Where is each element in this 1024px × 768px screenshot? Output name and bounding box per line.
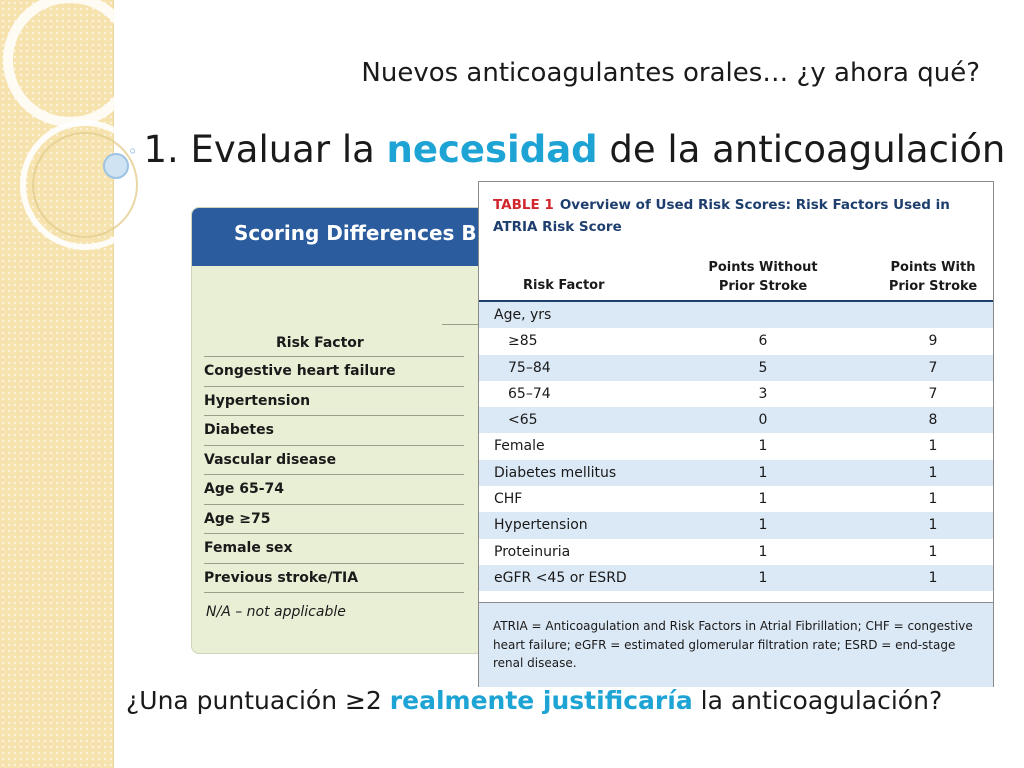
cell-with: 9 <box>928 333 938 350</box>
scoring-row: Hypertension <box>204 386 464 416</box>
cell-without: 1 <box>758 517 768 534</box>
heading-text-pre: 1. Evaluar la <box>143 128 387 171</box>
table-row <box>479 407 993 433</box>
atria-footnote <box>479 602 993 687</box>
closing-question <box>126 686 942 715</box>
bullet-circle-icon: ◦ <box>128 142 138 161</box>
heading-highlight: necesidad <box>386 128 598 171</box>
slide-title: Nuevos anticoagulantes orales… ¿y ahora qué? <box>361 58 980 88</box>
atria-caption <box>493 194 973 238</box>
cell-factor: CHF <box>494 491 523 508</box>
main-heading <box>128 128 1005 171</box>
cell-factor: Female <box>494 438 545 455</box>
table-row <box>479 460 993 486</box>
question-text-post: la anticoagulación? <box>692 686 943 715</box>
scoring-row: Diabetes <box>204 415 464 445</box>
heading-text-post: de la anticoagulación <box>597 128 1006 171</box>
cell-factor: Age, yrs <box>494 307 552 323</box>
atria-header-row <box>479 248 993 302</box>
cell-with: 7 <box>928 385 938 402</box>
cell-factor: Diabetes mellitus <box>494 464 617 481</box>
cell-without: 0 <box>758 412 768 429</box>
column-divider <box>442 324 482 325</box>
cell-without: 1 <box>758 569 768 586</box>
scoring-differences-table <box>191 207 493 654</box>
table-row <box>479 486 993 512</box>
cell-with: 1 <box>928 438 938 455</box>
cell-factor: ≥85 <box>508 333 538 350</box>
cell-without: 1 <box>758 464 768 481</box>
cell-factor: 75–84 <box>508 359 551 376</box>
cell-without: 1 <box>758 438 768 455</box>
cell-without: 1 <box>758 543 768 560</box>
scoring-table-header: Scoring Differences B <box>192 208 492 266</box>
table-row <box>479 565 993 591</box>
cell-with: 8 <box>928 412 938 429</box>
table-label: TABLE 1 <box>493 197 554 213</box>
scoring-row: Age ≥75 <box>204 504 464 534</box>
cell-without: 5 <box>758 359 768 376</box>
scoring-row: Congestive heart failure <box>204 356 464 386</box>
atria-body <box>479 302 993 591</box>
cell-factor: Proteinuria <box>494 543 571 560</box>
table-row <box>479 381 993 407</box>
cell-with: 1 <box>928 517 938 534</box>
col-points-with: Points With Prior Stroke <box>888 260 978 294</box>
cell-factor: eGFR <45 or ESRD <box>494 569 627 586</box>
question-highlight: realmente justificaría <box>389 686 693 715</box>
cell-without: 1 <box>758 491 768 508</box>
table-row <box>479 512 993 538</box>
cell-with: 1 <box>928 569 938 586</box>
scoring-row: Previous stroke/TIA <box>204 563 464 594</box>
cell-factor: <65 <box>508 412 538 429</box>
cell-factor: 65–74 <box>508 385 551 402</box>
cell-with: 1 <box>928 464 938 481</box>
question-text-pre: ¿Una puntuación ≥2 <box>126 686 390 715</box>
cell-without: 6 <box>758 333 768 350</box>
table-row <box>479 328 993 354</box>
atria-table <box>478 181 994 687</box>
scoring-row: Age 65-74 <box>204 474 464 504</box>
scoring-rows <box>204 356 464 593</box>
cell-without: 3 <box>758 385 768 402</box>
table-row <box>479 433 993 459</box>
table-row <box>479 539 993 565</box>
cell-with: 7 <box>928 359 938 376</box>
scoring-row: Vascular disease <box>204 445 464 475</box>
table-row <box>479 302 993 328</box>
footnote-text: ATRIA = Anticoagulation and Risk Factors in Atrial Fibrillation; CHF = congestive heart failure; eGFR = estimated glomerular filtration rate; ESRD = end-stage renal disease. <box>493 619 973 670</box>
caption-text: Overview of Used Risk Scores: Risk Factors Used in ATRIA Risk Score <box>493 197 950 235</box>
cell-factor: Hypertension <box>494 517 588 534</box>
col-risk-factor: Risk Factor <box>523 278 605 293</box>
cell-with: 1 <box>928 543 938 560</box>
col-points-without: Points Without Prior Stroke <box>708 260 818 294</box>
scoring-column-header: Risk Factor <box>276 335 364 351</box>
scoring-note: N/A – not applicable <box>206 604 346 620</box>
cell-with: 1 <box>928 491 938 508</box>
table-row <box>479 355 993 381</box>
scoring-row: Female sex <box>204 533 464 563</box>
